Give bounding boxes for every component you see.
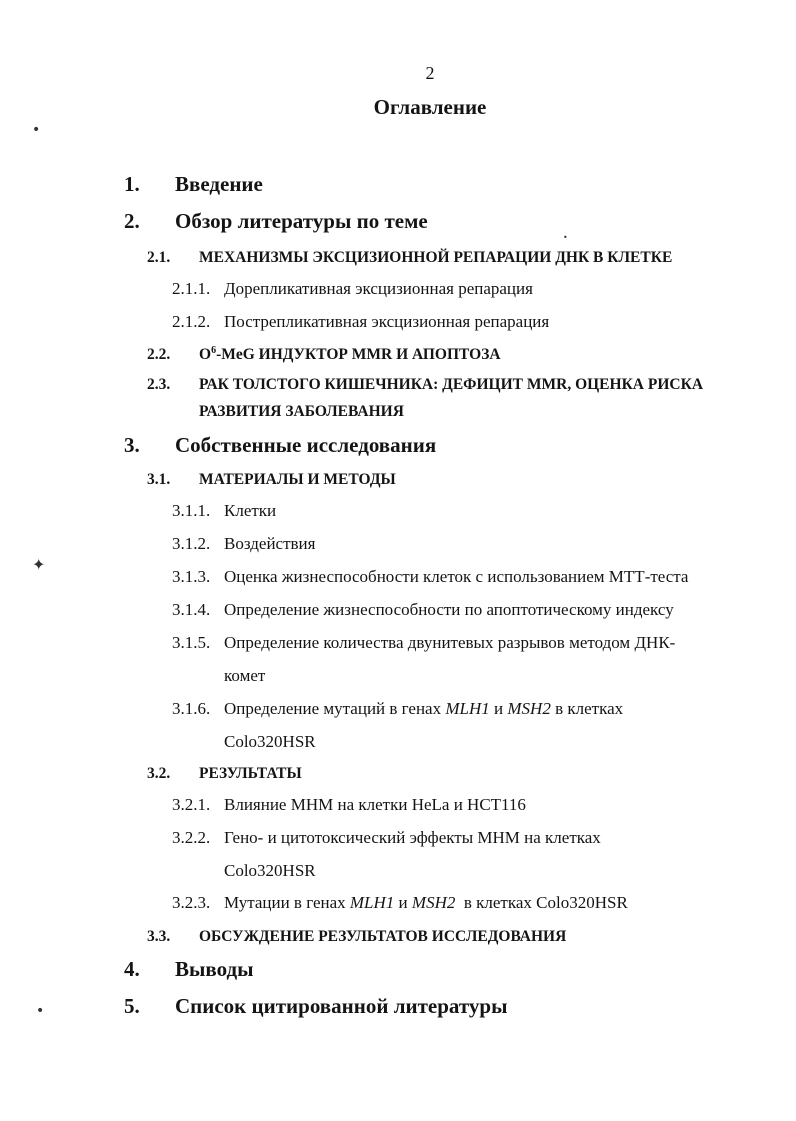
toc-entry-3-1-2: 3.1.2. Воздействия [172,534,316,553]
toc-entry-4: 4. Выводы [124,957,254,981]
toc-entry-2-3: 2.3. РАК ТОЛСТОГО КИШЕЧНИКА: ДЕФИЦИТ MMR, ОЦЕНКА РИСКА [147,376,704,393]
toc-entry-3-1-4: 3.1.4. Определение жизнеспособности по апоптотическому индексу [172,600,674,619]
toc-entry-3-2-1: 3.2.1. Влияние МНМ на клетки HeLa и HCT116 [172,795,526,814]
toc-entry-3-1-3: 3.1.3. Оценка жизнеспособности клеток с использованием МТТ-теста [172,567,689,586]
toc-entry-2-1: 2.1. МЕХАНИЗМЫ ЭКСЦИЗИОННОЙ РЕПАРАЦИИ ДНК В КЛЕТКЕ [147,249,673,266]
toc-entry-5: 5. Список цитированной литературы [124,994,508,1018]
toc-entry-2-2: 2.2. $O^6$-MeG ИНДУКТОР MMR И АПОПТОЗА [147,345,501,364]
toc-entry-3-3: 3.3. ОБСУЖДЕНИЕ РЕЗУЛЬТАТОВ ИССЛЕДОВАНИЯ [147,928,567,945]
toc-entry-3-1-1: 3.1.1. Клетки [172,501,277,520]
page-title: Оглавление [373,95,487,119]
toc-entry-3-1-6-cont: Colo320HSR [224,732,316,751]
toc-entry-2-1-1: 2.1.1. Дорепликативная эксцизионная репарация [172,279,533,298]
toc-entry-1: 1. Введение [124,172,263,196]
toc-entry-3-2-2-cont: Colo320HSR [224,861,316,880]
toc-entry-2-1-2: 2.1.2. Пострепликативная эксцизионная репарация [172,312,550,331]
page-number: 2 [425,63,435,83]
scan-artifact: • [563,233,568,242]
toc-entry-3-1: 3.1. МАТЕРИАЛЫ И МЕТОДЫ [147,471,396,488]
toc-entry-3-2-2: 3.2.2. Гено- и цитотоксический эффекты МНМ на клетках [172,828,601,847]
scan-artifact: • [36,1003,45,1019]
toc-entry-2: 2. Обзор литературы по теме [124,209,428,233]
toc-entry-3-2: 3.2. РЕЗУЛЬТАТЫ [147,765,302,782]
toc-entry-3: 3. Собственные исследования [124,433,437,457]
toc-entry-3-2-3: 3.2.3. Мутации в генах MLH1 и MSH2 в клетках Colo320HSR [172,893,628,912]
toc-entry-3-1-5: 3.1.5. Определение количества двунитевых разрывов методом ДНК- [172,633,676,652]
scan-artifact: ✦ [32,555,46,574]
toc-entry-3-1-6: 3.1.6. Определение мутаций в генах MLH1 и MSH2 в клетках [172,699,624,718]
scan-artifact: • [32,122,41,138]
toc-entry-2-3-cont: РАЗВИТИЯ ЗАБОЛЕВАНИЯ [199,403,404,420]
toc-entry-3-1-5-cont: комет [224,666,266,685]
